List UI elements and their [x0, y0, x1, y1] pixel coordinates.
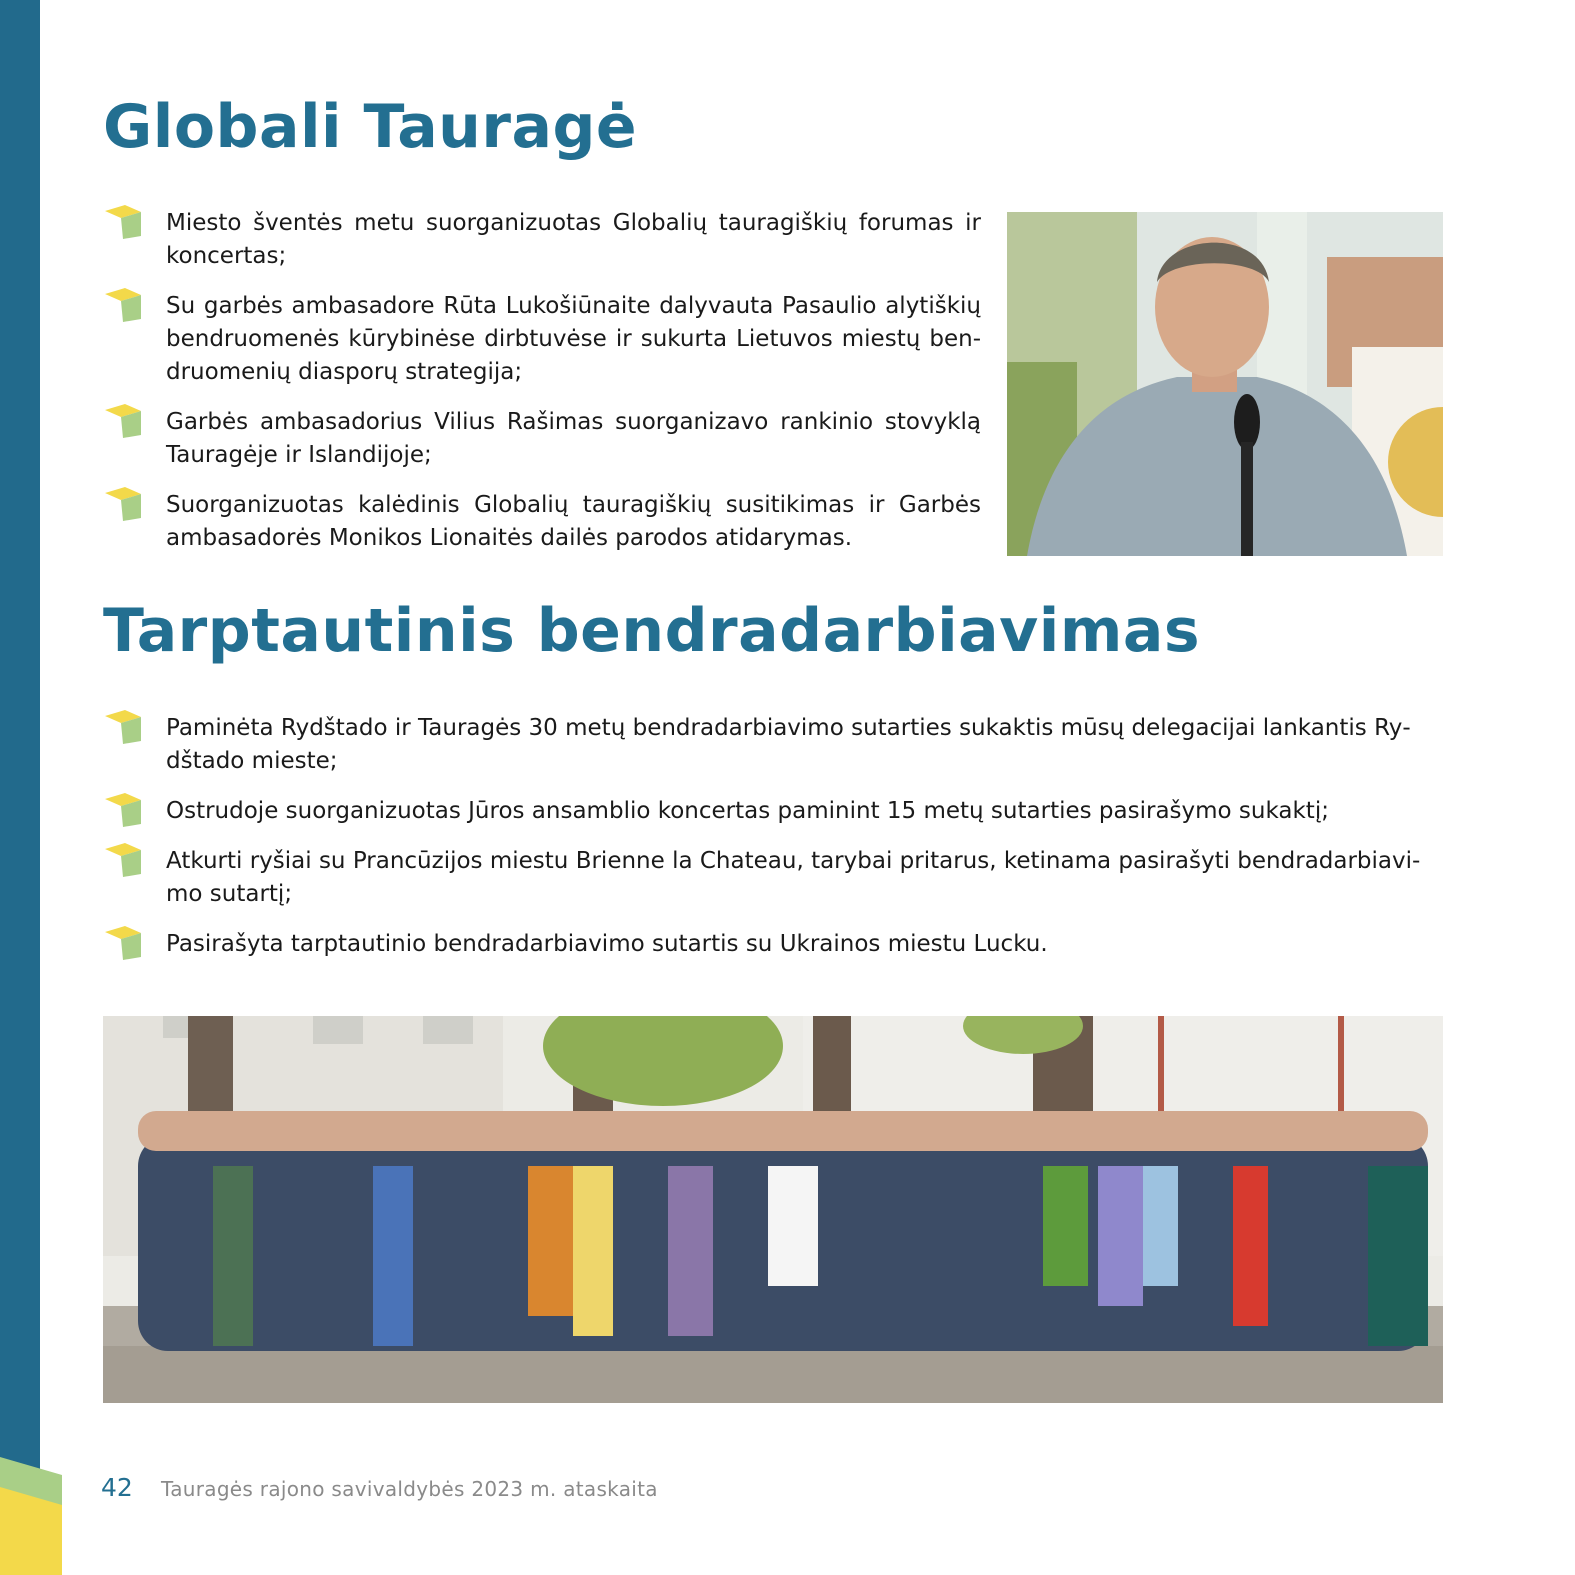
list-item-text: Su garbės ambasadore Rūta Lukošiūnaite dalyvauta Pasaulio alytiškių bendruomenės kūrybinėse dirbtuvėse ir sukurta Lietuvos miestų bendruomenių diasporų strategija;: [166, 293, 981, 385]
list-item-text: Atkurti ryšiai su Prancūzijos miestu Brienne la Chateau, tarybai pritarus, ketinama pasirašyti bendradarbiavimo sutartį;: [166, 848, 1421, 907]
list-item-text: Ostrudoje suorganizuotas Jūros ansamblio koncertas paminint 15 metų sutarties pasirašymo sukaktį;: [166, 798, 1329, 824]
bullet-list-tarptautinis: [103, 712, 1445, 978]
cube-bullet-icon: [103, 841, 143, 877]
bullet-list-globali: [103, 207, 981, 572]
cube-bullet-icon: [103, 791, 143, 827]
cube-bullet-icon: [103, 485, 143, 521]
list-item: [103, 795, 1445, 828]
cube-bullet-icon: [103, 286, 143, 322]
side-color-bar: [0, 0, 40, 1575]
list-item-text: Miesto šventės metu suorganizuotas Globalių tauragiškių forumas ir koncertas;: [166, 210, 981, 269]
cube-bullet-icon: [103, 402, 143, 438]
section-title-globali-taurage: Globali Tauragė: [103, 92, 638, 162]
list-item: [103, 207, 981, 273]
list-item: [103, 290, 981, 389]
group-photo: [103, 1016, 1443, 1403]
list-item-text: Garbės ambasadorius Vilius Rašimas suorganizavo rankinio stovyklą Tauragėje ir Islandijoje;: [166, 409, 981, 468]
cube-bullet-icon: [103, 203, 143, 239]
portrait-photo: [1007, 212, 1443, 556]
list-item-text: Suorganizuotas kalėdinis Globalių tauragiškių susitikimas ir Garbės ambasadorės Monikos Lionaitės dailės parodos atidarymas.: [166, 492, 981, 551]
list-item-text: Paminėta Rydštado ir Tauragės 30 metų bendradarbiavimo sutarties sukaktis mūsų delegacijai lankantis Rydštado mieste;: [166, 715, 1411, 774]
cube-bullet-icon: [103, 708, 143, 744]
page-number: 42: [101, 1473, 133, 1502]
list-item: [103, 928, 1445, 961]
cube-bullet-icon: [103, 924, 143, 960]
list-item: [103, 712, 1445, 778]
section-title-tarptautinis: Tarptautinis bendradarbiavimas: [103, 596, 1201, 666]
corner-accent-shape: [0, 1457, 62, 1575]
footer-report-title: Tauragės rajono savivaldybės 2023 m. ataskaita: [161, 1477, 658, 1501]
list-item: [103, 845, 1445, 911]
list-item: [103, 489, 981, 555]
list-item-text: Pasirašyta tarptautinio bendradarbiavimo sutartis su Ukrainos miestu Lucku.: [166, 931, 1048, 957]
list-item: [103, 406, 981, 472]
